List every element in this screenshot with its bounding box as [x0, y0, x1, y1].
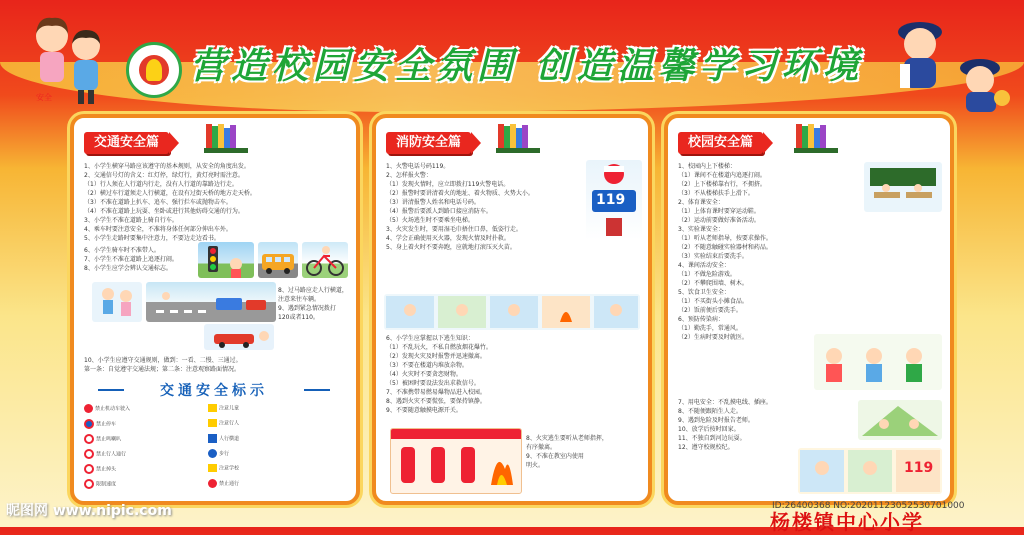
fire-line: 1、火警电话号码119。 [386, 163, 450, 170]
fire-line: （2）发现火灾及时报警并迅速撤离。 [386, 353, 486, 360]
no-horn-sign-icon [84, 434, 94, 444]
campus-safety-panel [664, 114, 954, 505]
classroom-illustration [864, 162, 942, 212]
speed-limit-sign-icon [84, 479, 94, 489]
school-name: 杨楼镇中心小学 [770, 510, 924, 534]
fire-safety-tag: 消防安全篇 [386, 132, 471, 154]
traffic-side-line: 8、过马路应走人行横道， [278, 287, 348, 294]
fire-side-line: 8、火灾逃生要听从老师指挥， [526, 435, 608, 442]
traffic-line: 3、小学生不准在道路上骑自行车。 [84, 217, 178, 224]
sign-item [84, 479, 116, 489]
campus-rules-text [678, 162, 858, 342]
traffic-side-line: 120或者110。 [278, 314, 319, 321]
traffic-side-line: 7、小学生不准在道路上追逐打闹。 [84, 256, 178, 263]
campus-line: 3、实验课安全： [678, 226, 724, 233]
sign-item [208, 464, 239, 472]
books-icon [794, 122, 840, 154]
no-parking-sign-icon [84, 419, 94, 429]
walk-sign-icon [208, 449, 217, 458]
kids-label: 安全 [36, 93, 52, 102]
campus-line: 4、课间活动安全： [678, 262, 730, 269]
campus-line: （2）上下楼梯靠右行，不拥挤。 [678, 181, 766, 188]
fire-line: （3）讲清报警人姓名和电话号码。 [386, 199, 480, 206]
school-logo [126, 42, 182, 98]
sign-item [84, 434, 121, 444]
image-id-text: ID:26400368 NO:20201123052530701000 [772, 501, 965, 511]
fire-extinguisher-guide [390, 428, 522, 494]
fire-line: 9、不要随意触摸电源开关。 [386, 407, 462, 414]
traffic-side-text-2 [278, 286, 352, 322]
traffic-line: （4）不准在道路上玩耍、坐卧或进行其他妨碍交通的行为。 [84, 208, 244, 215]
bicycle-photo [302, 242, 348, 278]
traffic-side-line: 6、小学生骑车时不准带人。 [84, 247, 160, 254]
fire-line: （4）火灾时不要贪恋财物。 [386, 371, 462, 378]
fire-line: （2）报警时要讲清着火的地址、着火物质、火势大小。 [386, 190, 534, 197]
bus-photo [258, 242, 298, 278]
traffic-bottom-line: 10、小学生应遵守交通规则，做到：一看、二慢、三通过。 [84, 357, 242, 364]
traffic-line: （1）行人须在人行道内行走，没有人行道的靠路边行走。 [84, 181, 238, 188]
fire-119-label: 119 [596, 192, 626, 208]
playground-illustration [858, 400, 942, 440]
campus-rules-text-2 [678, 398, 858, 452]
campus-line: （2）不随意触碰实验器材和药品。 [678, 244, 772, 251]
books-icon [496, 122, 542, 154]
fire-line: （5）被困时要设法发出求救信号。 [386, 380, 480, 387]
no-pedestrian-sign-icon [84, 449, 94, 459]
sign-item [84, 404, 130, 413]
crosswalk-sign-icon [208, 434, 217, 443]
traffic-safety-panel [70, 114, 360, 505]
police-cartoon-icon [880, 8, 1020, 113]
no-u-turn-sign-icon [84, 464, 94, 474]
sign-label: 注意行人 [219, 420, 240, 427]
street-scene-photo [146, 282, 276, 322]
campus-line: 9、遇到危险及时报告老师。 [678, 417, 754, 424]
campus-line: 5、饮食卫生安全： [678, 289, 730, 296]
traffic-side-line: 8、小学生应学会辨认交通标志。 [84, 265, 172, 272]
traffic-side-line: 注意来往车辆。 [278, 296, 321, 303]
campus-line: 8、不随便跟陌生人走。 [678, 408, 742, 415]
traffic-safety-tag: 交通安全篇 [84, 132, 169, 154]
traffic-rules-text [84, 162, 346, 243]
campus-line: （1）不做危险游戏。 [678, 271, 736, 278]
sign-item [208, 419, 239, 427]
children-warning-sign-icon [208, 404, 217, 412]
watermark-text: 昵图网 www.nipic.com [6, 503, 172, 519]
fire-drill-photo-strip [384, 294, 640, 330]
traffic-light-photo [198, 242, 254, 278]
fire-side-line: 明火。 [526, 462, 545, 469]
traffic-side-line: 9、遇到紧急情况拨打 [278, 305, 336, 312]
no-entry-sign-icon [208, 479, 217, 488]
campus-line: （1）勤洗手，常通风。 [678, 325, 742, 332]
sign-item [208, 449, 229, 458]
pedestrian-warning-sign-icon [208, 419, 217, 427]
sign-label: 限制速度 [96, 481, 117, 488]
traffic-signs-grid [84, 402, 346, 492]
fire-line: （4）报警后要派人到路口接应消防车。 [386, 208, 492, 215]
kids-crossing-photo [92, 282, 142, 322]
fire-line: （5）火场逃生时不要乘坐电梯。 [386, 217, 474, 224]
safety-photo-strip [798, 448, 942, 494]
campus-line: （2）生病时要及时就医。 [678, 334, 748, 341]
sign-label: 禁止机动车驶入 [95, 406, 131, 412]
campus-line: （2）不攀爬围墙、树木。 [678, 280, 748, 287]
campus-line: 2、体育课安全： [678, 199, 724, 206]
traffic-bottom-text [84, 356, 346, 374]
fire-safety-panel [372, 114, 652, 505]
sign-label: 禁止行人通行 [96, 451, 127, 458]
fire-side-text [526, 434, 642, 470]
fire-side-line: 有序撤离。 [526, 444, 557, 451]
fire-line: （1）不乱玩火，不私自燃放烟花爆竹。 [386, 344, 492, 351]
sign-label: 禁止鸣喇叭 [96, 436, 122, 443]
sign-item [84, 449, 126, 459]
sign-item [84, 464, 116, 474]
sign-item [208, 404, 239, 412]
traffic-side-text [84, 246, 194, 273]
campus-line: （3）不从楼梯扶手上滑下。 [678, 190, 754, 197]
sign-item [84, 419, 116, 429]
campus-line: 1、校园内上下楼梯： [678, 163, 736, 170]
fire-alarm-119-illustration [586, 160, 642, 240]
sign-label: 步行 [219, 451, 230, 457]
sign-label: 禁止掉头 [96, 466, 117, 473]
traffic-bottom-line: 第一条：自觉遵守交通法规；第二条：注意观察路面情况。 [84, 366, 241, 373]
sign-item [208, 479, 239, 488]
campus-line: （2）饭前便后要洗手。 [678, 307, 742, 314]
campus-activity-illustration [814, 334, 942, 390]
campus-line: （3）实验结束后要洗手。 [678, 253, 748, 260]
sign-label: 禁止通行 [219, 481, 240, 487]
traffic-line: 5、小学生走路时要集中注意力，不要边走边看书。 [84, 235, 220, 242]
car-photo [204, 324, 274, 350]
campus-line: 12、遵守校规校纪。 [678, 444, 734, 451]
fire-rules-text [386, 162, 586, 252]
campus-safety-tag: 校园安全篇 [678, 132, 763, 154]
prohibition-sign-icon [84, 404, 93, 413]
traffic-line: （3）不准在道路上扒车、追车、强行拦车或抛物击车。 [84, 199, 232, 206]
campus-line: 11、不独自到河边玩耍。 [678, 435, 746, 442]
campus-line: （1）不买街头小摊食品。 [678, 298, 748, 305]
fire-line: 6、小学生应掌握以下逃生知识： [386, 335, 474, 342]
page-title: 营造校园安全氛围 创造温馨学习环境 [190, 45, 864, 87]
fire-line: （3）不要在楼道内堆放杂物。 [386, 362, 468, 369]
sign-item [208, 434, 239, 443]
campus-line: （1）上体育课时要穿运动鞋。 [678, 208, 760, 215]
fire-escape-text [386, 334, 642, 415]
sign-label: 人行横道 [219, 436, 240, 442]
campus-line: （1）课间不在楼道内追逐打闹。 [678, 172, 766, 179]
kids-cartoon-icon [30, 8, 110, 108]
sign-label: 注意儿童 [219, 405, 240, 412]
fire-line: 8、遇到火灾不要慌张，要保持镇静。 [386, 398, 486, 405]
traffic-signs-title: 交通安全标示 [114, 380, 314, 400]
traffic-line: 1、小学生横穿马路应该遵守的基本规则，从安全的角度出发。 [84, 163, 250, 170]
traffic-line: （2）横过车行道须走人行横道，在设有过街天桥的地方走天桥。 [84, 190, 256, 197]
traffic-line: 4、乘车时要注意安全，不准将身体任何部分伸出车外。 [84, 226, 232, 233]
fire-line: 5、身上着火时不要奔跑，应就地打滚压灭火苗。 [386, 244, 516, 251]
fire-side-line: 9、不准在教室内使用 [526, 453, 584, 460]
campus-line: 6、预防传染病： [678, 316, 724, 323]
fire-line: 2、怎样报火警： [386, 172, 432, 179]
campus-line: （1）听从老师指导，按要求操作。 [678, 235, 772, 242]
campus-line: （2）运动前要做好准备活动。 [678, 217, 760, 224]
campus-line: 10、放学后按时回家。 [678, 426, 740, 433]
sign-label: 注意学校 [219, 465, 240, 472]
fire-line: 7、不准携带易燃易爆物品进入校园。 [386, 389, 486, 396]
campus-119-badge: 119 [904, 460, 934, 476]
fire-line: 3、火灾发生时，要用湿毛巾捂住口鼻，低姿行走。 [386, 226, 522, 233]
fire-line: （1）发现火情时，应立即拨打119火警电话。 [386, 181, 510, 188]
books-icon [204, 122, 250, 154]
sign-label: 禁止停车 [96, 421, 117, 428]
campus-line: 7、用电安全：不乱摸电线、插座。 [678, 399, 772, 406]
school-warning-sign-icon [208, 464, 217, 472]
fire-line: 4、学会正确使用灭火器，发现火情及时扑救。 [386, 235, 510, 242]
traffic-line: 2、交通信号灯的含义：红灯停，绿灯行，黄灯亮时需注意。 [84, 172, 244, 179]
